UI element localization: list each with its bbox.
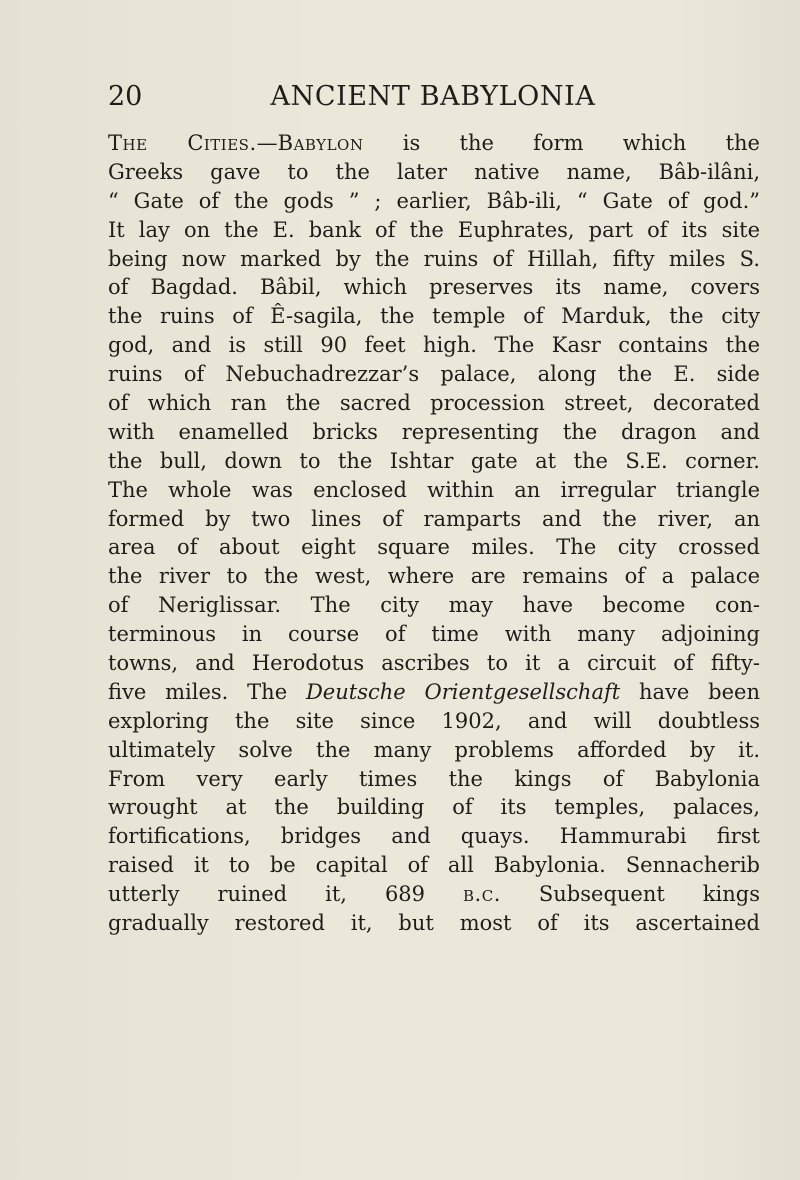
text-line: god, and is still 90 feet high. The Kasr contains the [108, 333, 760, 358]
text-line-fragment: is the form which the [363, 131, 760, 155]
text-line: terminous in course of time with many adjoining [108, 622, 760, 647]
text-line: of Neriglissar. The city may have become con- [108, 593, 760, 618]
text-line: the bull, down to the Ishtar gate at the S.E. corner. [108, 448, 760, 473]
page-number: 20 [108, 81, 143, 112]
era-abbreviation: b.c. [463, 882, 501, 907]
text-line: the river to the west, where are remains of a palace [108, 564, 760, 589]
page-header [108, 74, 758, 120]
text-line: towns, and Herodotus ascribes to it a circuit of fifty- [108, 651, 760, 676]
text-line: From very early times the kings of Babylonia [108, 766, 760, 791]
running-title: ANCIENT BABYLONIA [270, 81, 596, 112]
text-line: formed by two lines of ramparts and the river, an [108, 506, 760, 531]
text-line-fragment: Subsequent kings [500, 882, 760, 907]
text-line: fortifications, bridges and quays. Hammurabi first [108, 824, 760, 849]
text-line: with enamelled bricks representing the dragon and [108, 419, 760, 444]
text-line-fragment: have been [620, 679, 760, 704]
text-line: “ Gate of the gods ” ; earlier, Bâb-ili, “ Gate of god.” [108, 188, 760, 213]
section-heading: The Cities. [108, 131, 257, 155]
text-line: of which ran the sacred procession street, decorated [108, 391, 760, 416]
text-line-fragment: five miles. The [108, 679, 306, 704]
text-line: being now marked by the ruins of Hillah, fifty miles S. [108, 246, 760, 271]
text-line: raised it to be capital of all Babylonia. Sennacherib [108, 853, 760, 878]
text-line: the ruins of Ê-sagila, the temple of Marduk, the city [108, 304, 760, 329]
text-line: area of about eight square miles. The city crossed [108, 535, 760, 560]
body-text [108, 129, 760, 938]
em-dash: — [256, 131, 278, 155]
text-line-fragment: utterly ruined it, 689 [108, 882, 464, 907]
text-line: wrought at the building of its temples, palaces, [108, 795, 760, 820]
text-line: exploring the site since 1902, and will doubtless [108, 708, 760, 733]
text-line: gradually restored it, but most of its ascertained [108, 911, 760, 936]
text-line [108, 129, 760, 158]
text-line: of Bagdad. Bâbil, which preserves its name, covers [108, 275, 760, 300]
text-line: The whole was enclosed within an irregular triangle [108, 477, 760, 502]
section-subject: Babylon [277, 131, 364, 155]
society-name: Deutsche Orientgesellschaft [305, 679, 621, 704]
text-line: Greeks gave to the later native name, Bâb-ilâni, [108, 159, 760, 184]
text-line: It lay on the E. bank of the Euphrates, part of its site [108, 217, 760, 242]
text-line [108, 880, 760, 909]
text-line [108, 678, 760, 707]
text-line: ultimately solve the many problems afforded by it. [108, 737, 760, 762]
text-line: ruins of Nebuchadrezzar’s palace, along the E. side [108, 362, 760, 387]
